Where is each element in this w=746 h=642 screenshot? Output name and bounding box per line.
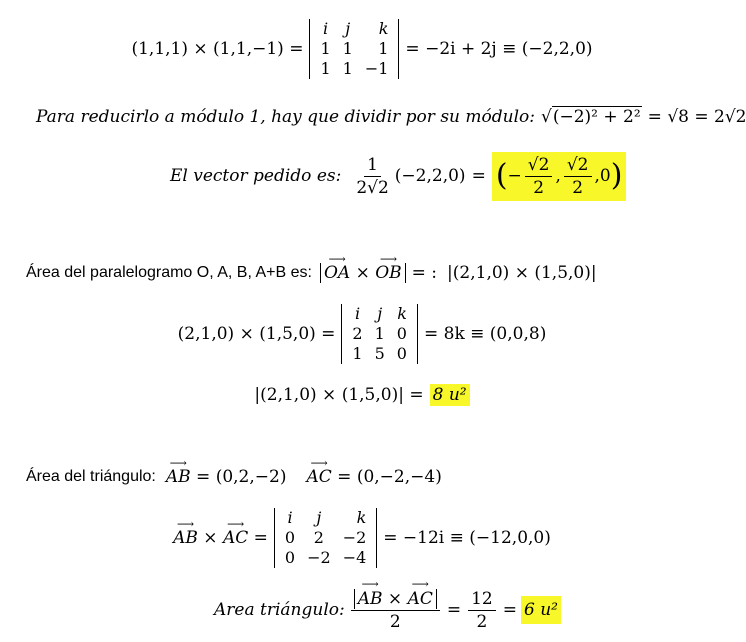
frac-num: 1 — [364, 154, 381, 177]
det3-cell: −4 — [342, 548, 367, 567]
triangle-vectors-line — [26, 456, 724, 494]
result-den-2: 2 — [572, 177, 584, 198]
reduce-line — [36, 100, 746, 134]
det2-cell: k — [397, 304, 407, 323]
ac-value: = (0,−2,−4) — [337, 467, 442, 487]
cross-product-eq-3 — [0, 506, 724, 570]
ac-name: AC — [306, 467, 332, 487]
det3-cell: i — [287, 508, 293, 527]
det2-cell: j — [377, 304, 383, 323]
det1-cell: 1 — [342, 39, 353, 58]
reduce-rest: = √8 = 2√2 — [647, 107, 746, 127]
result-frac-2 — [564, 154, 592, 199]
eq4-rhs: = −12i ≡ (−12,0,0) — [383, 528, 551, 548]
det3-cell: −2 — [342, 528, 367, 547]
det3-cell: j — [316, 508, 322, 527]
det2-cell: 1 — [352, 344, 363, 363]
det1-cell: 1 — [320, 39, 331, 58]
det1-cell: 1 — [378, 39, 389, 58]
cross-abs — [320, 252, 406, 283]
det1-cell: −1 — [364, 59, 389, 78]
frac-numerator: ⟶ AB × ⟶ AC — [351, 588, 440, 611]
result-num-2: √2 — [564, 154, 592, 177]
det2-cell: 0 — [396, 324, 407, 343]
vector-ob: ⟶ OB — [375, 252, 402, 283]
parallelogram-expr: |(2,1,0) × (1,5,0)| — [447, 263, 597, 283]
times-operator: × — [355, 263, 376, 283]
det3-cell: 0 — [284, 528, 296, 547]
eq-def: = : — [411, 263, 438, 283]
triangle-area-fraction — [351, 576, 440, 633]
triangle-area-result: Area triángulo: ⟶ AB × ⟶ AC 2 = $\frac{12}{2}$ = 6 u² — [214, 582, 724, 638]
vector-ac-def: ⟶ AC = (0,−2,−4) — [306, 456, 442, 487]
result-den-1: 2 — [533, 177, 545, 198]
parallelogram-label: Área del paralelogramo O, A, B, A+B es: — [26, 264, 312, 281]
det3-cell: 2 — [313, 528, 324, 547]
det1-cell: 1 — [342, 59, 353, 78]
frac-denominator: 2 — [389, 611, 401, 632]
determinant-3 — [274, 508, 377, 568]
det2-cell: 1 — [374, 324, 385, 343]
vector-label: El vector pedido es: — [170, 166, 342, 186]
vector-result-line: El vector pedido es: $\frac{1}{2√2}$ (−2,2,0) = ( − $\frac{√2}{2}$ , $\frac{√2}{2}$ , 0 ) — [170, 148, 724, 204]
ab-value: = (0,2,−2) — [196, 467, 287, 487]
eq1-lhs: (1,1,1) × (1,1,−1) = — [131, 39, 304, 59]
eq2-lhs: (2,1,0) × (1,5,0) = — [177, 324, 336, 344]
eq1-rhs: = −2i + 2j ≡ (−2,2,0) — [405, 39, 593, 59]
eq4-lhs: ⟶ AB × ⟶ AC = — [173, 517, 268, 548]
eq3-lhs: |(2,1,0) × (1,5,0)| = — [254, 385, 424, 405]
det2-cell: 0 — [396, 344, 407, 363]
frac-den: 2√2 — [356, 177, 389, 198]
highlighted-unit-vector: ( − $\frac{√2}{2}$ , $\frac{√2}{2}$ , 0 ) — [492, 152, 627, 201]
triangle-label: Área del triángulo: — [26, 468, 156, 485]
result-num-1: √2 — [525, 154, 553, 177]
parallelogram-area-line — [26, 252, 724, 288]
vector-value: (−2,2,0) — [394, 166, 466, 186]
vector-oa: ⟶ OA — [323, 252, 351, 283]
vector-ab-def: ⟶ AB = (0,2,−2) — [165, 456, 287, 487]
result-last: 0 — [599, 166, 611, 186]
det1-cell: i — [322, 19, 329, 38]
det1-cell: 1 — [320, 59, 331, 78]
det1-cell: j — [345, 19, 351, 38]
det2-cell: i — [354, 304, 361, 323]
triangle-area-highlight: 6 u² — [521, 596, 561, 624]
cross-product-eq-1 — [0, 14, 724, 84]
mid-den: 2 — [476, 611, 488, 632]
det2-cell: 5 — [374, 344, 385, 363]
det3-cell: k — [356, 508, 367, 527]
mid-fraction — [468, 588, 496, 633]
mid-num: 12 — [468, 588, 496, 611]
sqrt-radicand: (−2)² + 2² — [552, 107, 641, 127]
eq2-rhs: = 8k ≡ (0,0,8) — [423, 324, 547, 344]
cross-product-eq-2 — [0, 302, 724, 366]
determinant-1 — [309, 19, 399, 79]
ab-name: AB — [165, 467, 191, 487]
reduce-text: Para reducirlo a módulo 1, hay que dividir por su módulo: — [36, 107, 535, 127]
det3-cell: −2 — [307, 548, 331, 567]
determinant-2 — [341, 304, 418, 364]
det2-cell: 2 — [352, 324, 363, 343]
sqrt-expression: √(−2)² + 2² — [541, 107, 641, 127]
area-result-highlight: 8 u² — [430, 384, 470, 406]
fraction — [353, 154, 391, 199]
triangle-area-label: Area triángulo: — [214, 600, 345, 620]
parallelogram-area-result — [0, 378, 724, 412]
result-frac-1 — [525, 154, 553, 199]
det3-cell: 0 — [284, 548, 296, 567]
det1-cell: k — [378, 19, 389, 38]
